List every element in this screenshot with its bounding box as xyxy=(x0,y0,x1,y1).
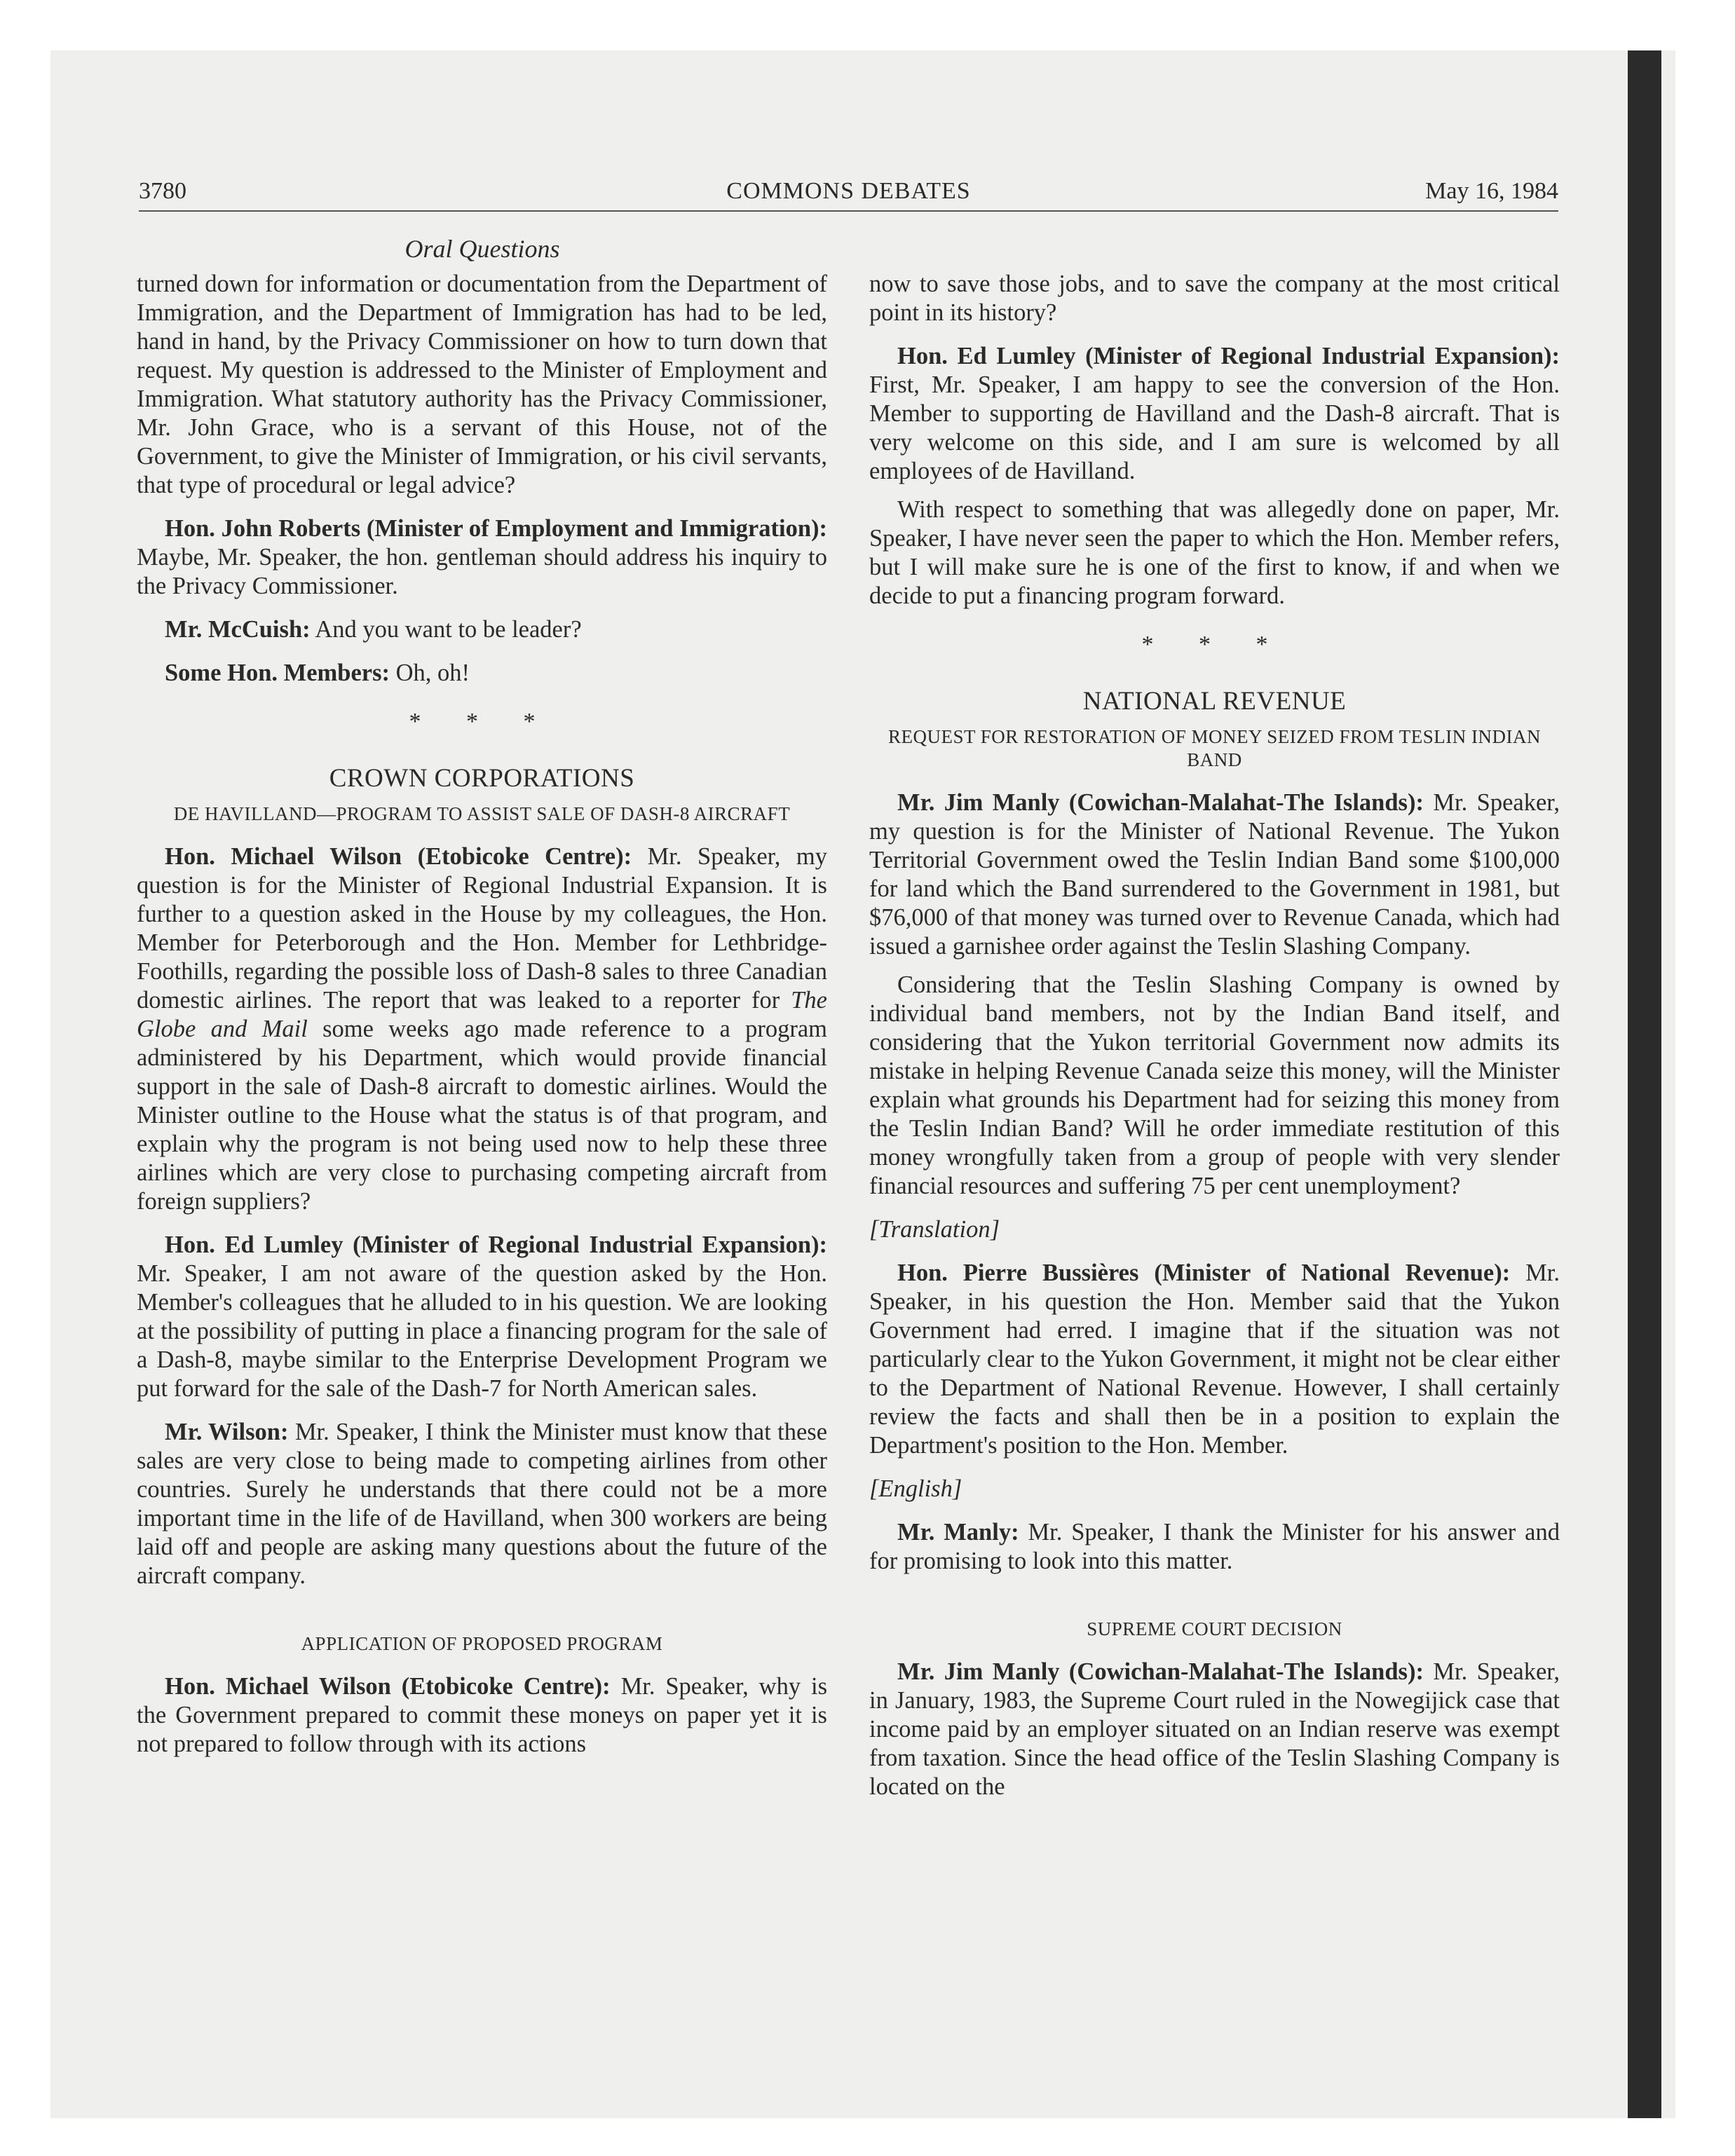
language-note: [English] xyxy=(869,1475,962,1502)
publication-title: COMMONS DEBATES xyxy=(726,178,971,204)
paragraph xyxy=(869,789,1560,961)
paragraph xyxy=(869,1658,1560,1801)
scan-edge-bar xyxy=(1628,50,1661,2118)
speaker-name: Hon. John Roberts (Minister of Employment and Immigration): xyxy=(165,515,827,542)
speaker-name: Mr. Jim Manly (Cowichan-Malahat-The Islands): xyxy=(897,1658,1424,1685)
speaker-name: Hon. Ed Lumley (Minister of Regional Industrial Expansion): xyxy=(165,1231,827,1258)
paragraph xyxy=(137,514,827,601)
right-column xyxy=(869,270,1560,1816)
paragraph xyxy=(869,1518,1560,1576)
speaker-name: Hon. Michael Wilson (Etobicoke Centre): xyxy=(165,1673,611,1700)
speaker-name: Mr. Manly: xyxy=(897,1519,1019,1546)
left-column xyxy=(137,270,827,1773)
speech-text: And you want to be leader? xyxy=(310,616,582,643)
speech-text: Mr. Speaker, I thank the Minister for his answer and for promising to look into this matter. xyxy=(869,1519,1560,1574)
header-rule xyxy=(139,210,1558,212)
paragraph: turned down for information or documentation from the Department of Immigration, and the Department of Immigration has had to be led, hand in hand, by the Privacy Commissioner on how to turn down that request. My question is addressed to the Minister of Employment and Immigration. What statutory authority has the Privacy Commissioner, Mr. John Grace, who is a servant of this House, not of the Government, to give the Minister of Immigration, or his civil servants, that type of procedural or legal advice? xyxy=(137,271,827,498)
page-number: 3780 xyxy=(139,178,186,204)
subsection-heading: DE HAVILLAND—PROGRAM TO ASSIST SALE OF DASH-8 AIRCRAFT xyxy=(173,803,791,824)
publication-date: May 16, 1984 xyxy=(1425,178,1558,204)
speech-text: Maybe, Mr. Speaker, the hon. gentleman should address his inquiry to the Privacy Commissioner. xyxy=(137,544,827,599)
subsection-heading: REQUEST FOR RESTORATION OF MONEY SEIZED FROM TESLIN INDIAN BAND xyxy=(887,726,1542,770)
speaker-name: Mr. McCuish: xyxy=(165,616,311,643)
speech-text: Mr. Speaker, I think the Minister must know that these sales are very close to being made to competing airlines from other countries. Surely he understands that there could not be a more important time in the life of de Havilland, when 300 workers are being laid off and people are asking many questions about the future of the aircraft company. xyxy=(137,1419,828,1589)
speech-text: Mr. Speaker, in his question the Hon. Member said that the Yukon Government had erred. I imagine that if the situation was not particularly clear to the Yukon Government, it might not be clear either to the Department of National Revenue. However, I shall certainly review the facts and shall then be in a position to explain the Department's position to the Hon. Member. xyxy=(869,1260,1560,1459)
paragraph xyxy=(869,1259,1560,1460)
speaker-name: Hon. Ed Lumley (Minister of Regional Industrial Expansion): xyxy=(897,343,1560,369)
speech-text: Mr. Speaker, why is the Government prepared to commit these moneys on paper yet it is not prepared to follow through with its actions xyxy=(137,1673,827,1757)
speech-text: Mr. Speaker, in January, 1983, the Supreme Court ruled in the Nowegijick case that income paid by an employer situated on an Indian reserve was exempt from taxation. Since the head office of the Teslin Slashing Company is located on the xyxy=(869,1658,1560,1800)
language-note: [Translation] xyxy=(869,1216,1000,1243)
paragraph: now to save those jobs, and to save the company at the most critical point in its history? xyxy=(869,271,1560,326)
paragraph xyxy=(137,1231,827,1403)
section-divider-stars: * * * xyxy=(409,709,555,735)
speaker-name: Mr. Jim Manly (Cowichan-Malahat-The Islands): xyxy=(897,789,1424,816)
running-header xyxy=(139,178,1558,213)
speech-text: some weeks ago made reference to a program administered by his Department, which would provide financial support in the sale of Dash-8 aircraft to domestic airlines. Would the Minister outline to the House what the status is of that program, and explain why the program is not being used now to help these three airlines which are very close to purchasing competing aircraft from foreign suppliers? xyxy=(137,1016,827,1215)
paragraph xyxy=(869,342,1560,486)
speaker-name: Hon. Pierre Bussières (Minister of National Revenue): xyxy=(897,1260,1511,1286)
paragraph xyxy=(137,1672,827,1759)
section-divider-stars: * * * xyxy=(1141,632,1288,657)
subsection-heading: SUPREME COURT DECISION xyxy=(1087,1618,1342,1639)
paragraph xyxy=(137,615,827,644)
paragraph xyxy=(137,659,827,688)
speech-text: Mr. Speaker, my question is for the Minister of National Revenue. The Yukon Territorial Government owed the Teslin Indian Band some $100,000 for land which the Band surrendered to the Government in 1981, but $76,000 of that money was turned over to Revenue Canada, which had issued a garnishee order against the Teslin Slashing Company. xyxy=(869,789,1560,960)
speech-text: Mr. Speaker, I am not aware of the question asked by the Hon. Member's colleagues that he alluded to in his question. We are looking at the possibility of putting in place a financing program for the sale of a Dash-8, maybe similar to the Enterprise Development Program we put forward for the sale of the Dash-7 for North American sales. xyxy=(137,1260,827,1402)
paragraph: With respect to something that was allegedly done on paper, Mr. Speaker, I have never seen the paper to which the Hon. Member refers, but I will make sure he is one of the first to know, if and when we decide to put a financing program forward. xyxy=(869,496,1560,609)
paragraph: Considering that the Teslin Slashing Company is owned by individual band members, not by the Indian Band itself, and considering that the Yukon territorial Government now admits its mistake in helping Revenue Canada seize this money, will the Minister explain what grounds his Department had for seizing this money from the Teslin Indian Band? Will he order immediate restitution of this money wrongfully taken from a group of people with very slender financial resources and suffering 75 per cent unemployment? xyxy=(869,971,1560,1199)
subsection-heading: APPLICATION OF PROPOSED PROGRAM xyxy=(301,1633,663,1654)
speech-text: Mr. Speaker, my question is for the Minister of Regional Industrial Expansion. It is further to a question asked in the House by my colleagues, the Hon. Member for Peterborough and the Hon. Member for Lethbridge-Foothills, regarding the possible loss of Dash-8 sales to three Canadian domestic airlines. The report that was leaked to a reporter for xyxy=(137,843,827,1014)
paragraph xyxy=(137,1418,827,1590)
section-heading: NATIONAL REVENUE xyxy=(1082,687,1347,716)
newspaper-title: The Globe and Mail xyxy=(137,987,827,1042)
speech-text: Oh, oh! xyxy=(389,660,470,686)
speaker-name: Some Hon. Members: xyxy=(165,660,390,686)
section-heading: CROWN CORPORATIONS xyxy=(329,764,635,793)
paragraph xyxy=(137,842,827,1216)
section-title: Oral Questions xyxy=(404,235,560,263)
speaker-name: Hon. Michael Wilson (Etobicoke Centre): xyxy=(165,843,632,870)
speech-text: First, Mr. Speaker, I am happy to see the conversion of the Hon. Member to supporting de Havilland and the Dash-8 aircraft. That is very welcome on this side, and I am sure is welcomed by all employees of de Havilland. xyxy=(869,371,1560,484)
speaker-name: Mr. Wilson: xyxy=(165,1419,289,1445)
